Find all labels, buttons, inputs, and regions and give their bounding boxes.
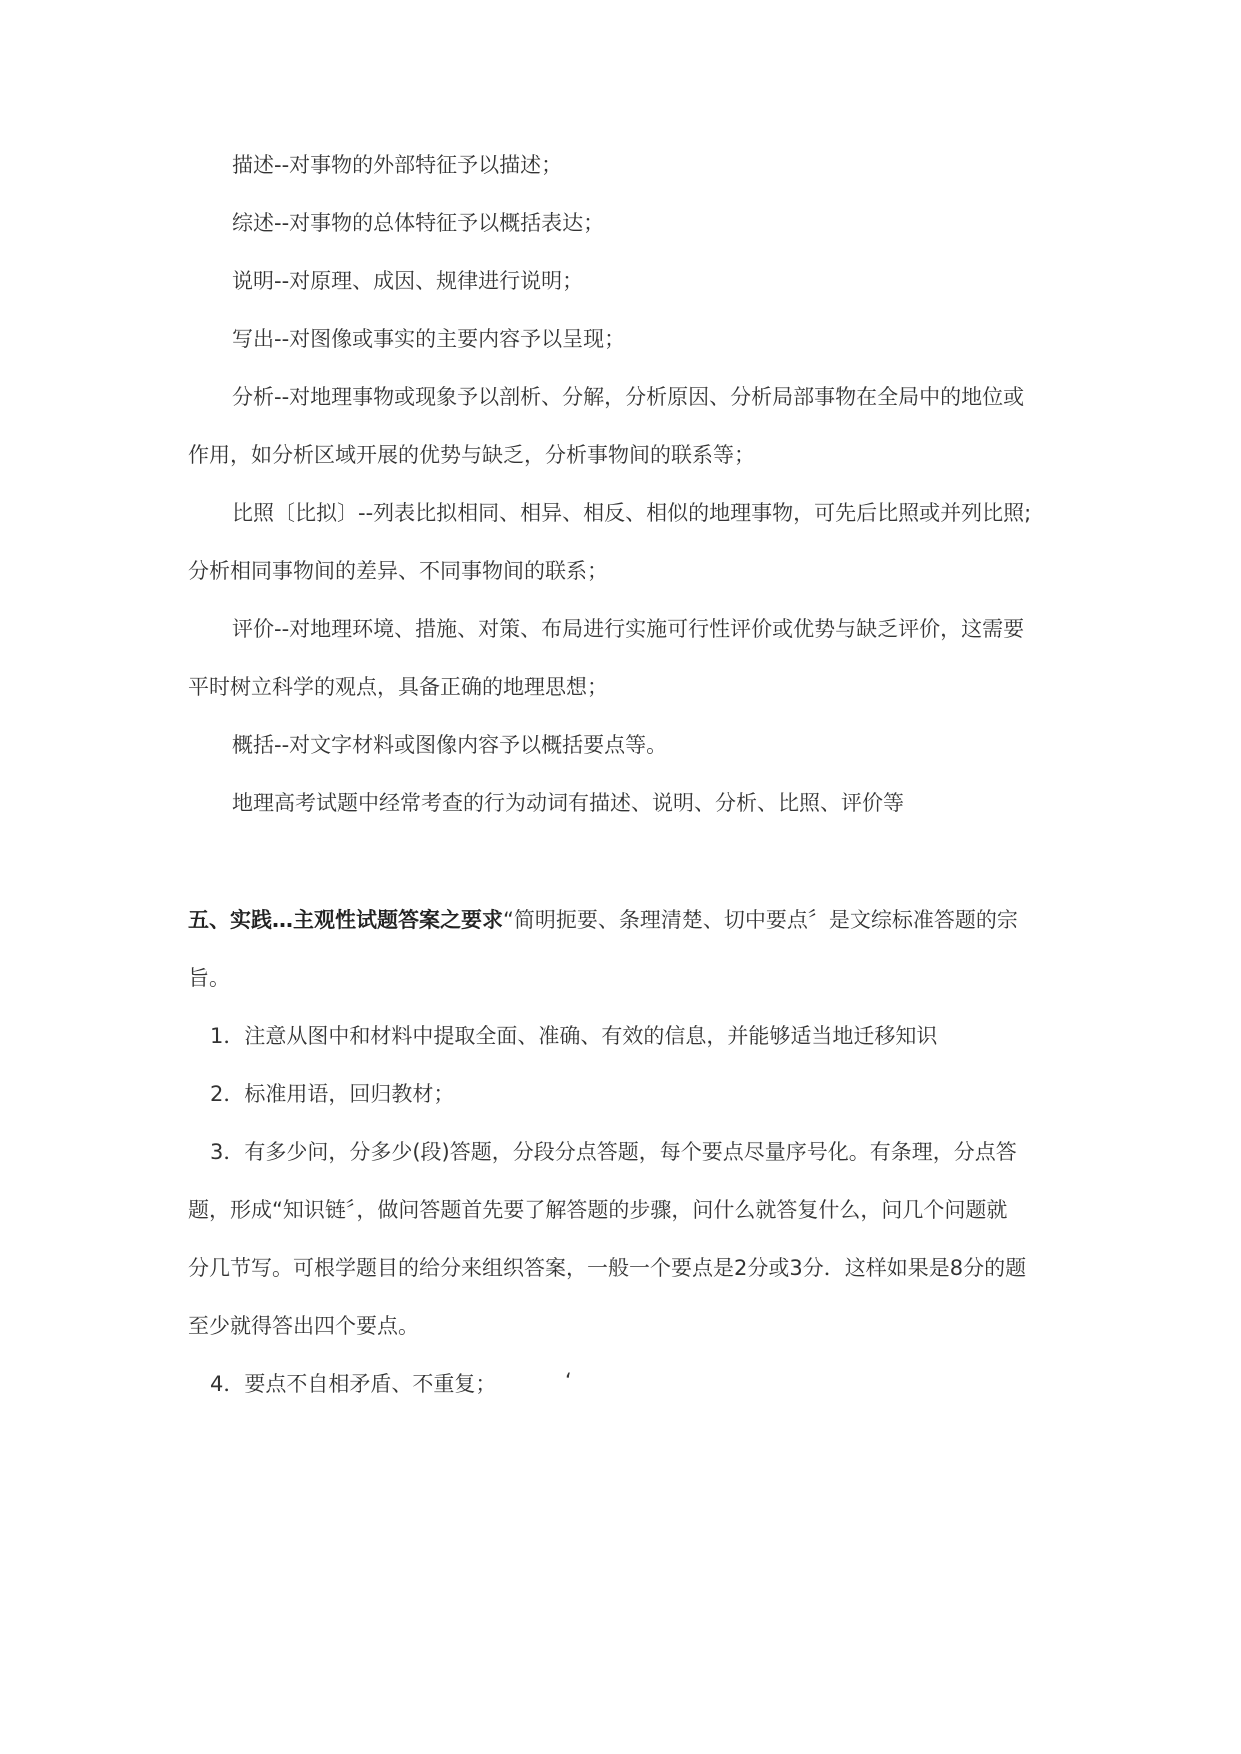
definition-explain: 说明--对原理、成因、规律进行说明； [232, 269, 584, 293]
list-item-4: 4．要点不自相矛盾、不重复； [210, 1372, 497, 1396]
list-item-2: 2．标准用语，回归教材； [210, 1082, 455, 1106]
list-item-3-cont-1: 题，形成“知识链〞，做问答题首先要了解答题的步骤，问什么就答复什么，问几个问题就 [188, 1198, 1008, 1222]
definition-generalize: 概括--对文字材料或图像内容予以概括要点等。 [232, 733, 668, 757]
definition-evaluate: 评价--对地理环境、措施、对策、布局进行实施可行性评价或优势与缺乏评价，这需要 [232, 617, 1025, 641]
list-item-3: 3．有多少问，分多少(段)答题，分段分点答题，每个要点尽量序号化。有条理，分点答 [210, 1140, 1017, 1164]
section-5-heading-bold: 五、实践…主观性试题答案之要求 [188, 908, 503, 932]
section-5-heading-rest: “简明扼要、条理清楚、切中要点〞是文综标准答题的宗 [503, 908, 1018, 932]
section-5-heading [188, 905, 1068, 935]
definition-analyze: 分析--对地理事物或现象予以剖析、分解，分析原因、分析局部事物在全局中的地位或 [232, 385, 1025, 409]
section-5-heading-cont: 旨。 [188, 966, 230, 990]
definition-write: 写出--对图像或事实的主要内容予以呈现； [232, 327, 626, 351]
definition-summary-note: 地理高考试题中经常考查的行为动词有描述、说明、分析、比照、评价等 [232, 791, 904, 815]
list-item-1: 1．注意从图中和材料中提取全面、准确、有效的信息，并能够适当地迁移知识 [210, 1024, 938, 1048]
list-item-3-cont-3: 至少就得答出四个要点。 [188, 1314, 419, 1338]
list-item-3-cont-2: 分几节写。可根学题目的给分来组织答案，一般一个要点是2分或3分．这样如果是8分的题 [188, 1256, 1027, 1280]
definition-compare: 比照〔比拟〕--列表比拟相同、相异、相反、相似的地理事物，可先后比照或并列比照; [232, 501, 1032, 525]
definition-evaluate-cont: 平时树立科学的观点，具备正确的地理思想； [188, 675, 608, 699]
definition-describe: 描述--对事物的外部特征予以描述； [232, 153, 563, 177]
definition-analyze-cont: 作用，如分析区域开展的优势与缺乏，分析事物间的联系等； [188, 443, 755, 467]
definition-compare-cont: 分析相同事物间的差异、不同事物间的联系； [188, 559, 608, 583]
definition-summarize: 综述--对事物的总体特征予以概括表达； [232, 211, 605, 235]
stray-mark: ‘ [565, 1369, 572, 1393]
